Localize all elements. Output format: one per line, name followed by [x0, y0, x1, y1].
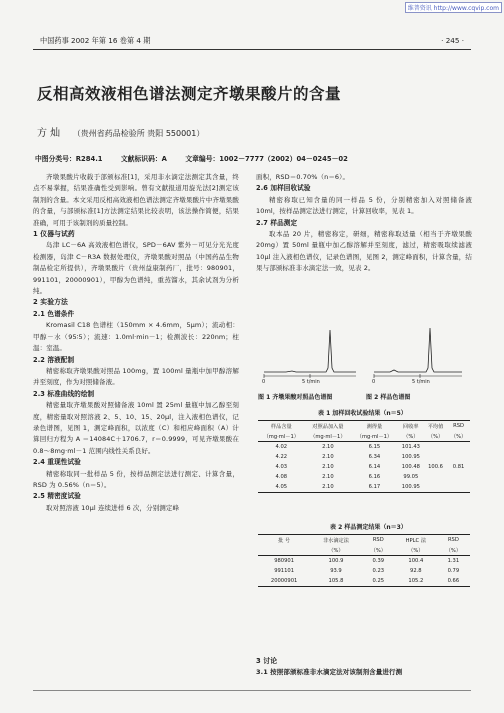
table-row: [258, 442, 470, 453]
article-meta: [35, 153, 364, 163]
table-cell: 2.10: [305, 482, 352, 493]
table-1-header: 回收率: [398, 421, 424, 432]
table-row: [258, 472, 470, 482]
table-cell: [447, 452, 470, 462]
table-1: [258, 420, 470, 493]
subsection-heading: 2.3 标准曲线的绘制: [33, 389, 95, 398]
table-2: [258, 534, 470, 587]
table-2-body: [258, 556, 470, 587]
table-cell: 0.23: [372, 568, 385, 574]
subsection-heading: 2.4 重现性试验: [33, 458, 81, 467]
body-paragraph: Kromasil C18 色谱柱（150mm × 4.6mm，5μm）；流动相：甲醇－水（95∶5）；流速：1.0ml·min－1；检测波长：220nm；柱温：室温。: [33, 321, 239, 353]
table-cell: 4.03: [275, 464, 288, 470]
table-2-header-row: [258, 535, 470, 546]
body-paragraph: 精密称取齐墩果酸对照品 100mg，置 100ml 量瓶中加甲醇溶解并至刻度，作为对照储备液。: [33, 366, 239, 387]
table-cell: 6.14: [368, 464, 381, 470]
subsection-heading: 2.6 加样回收试验: [256, 184, 311, 193]
table-2-unit: （%）: [362, 545, 395, 556]
table-cell: 991101: [274, 568, 295, 574]
journal-line: 中国药事 2002 年第 16 卷第 4 期: [40, 36, 151, 45]
table-cell: 0.81: [452, 464, 465, 470]
table-2-header: RSD: [437, 535, 470, 546]
table-cell: 1.31: [447, 558, 460, 564]
fig1-axis-label: 5 t/min: [302, 379, 320, 385]
table-2-unit: （%）: [395, 545, 437, 556]
table-cell: 101.43: [401, 444, 420, 450]
chromatogram-1: [264, 330, 356, 378]
table-1-unit: （%）: [424, 431, 447, 442]
body-paragraph: 岛津 LC－6A 高效液相色谱仪，SPD－6AV 紫外－可见分光光度检测器，岛津 C－R3A 数据处理仪，齐墩果酸对照品（中国药品生物制品检定所提供），齐墩果酸片（贵州益康制药厂，批号：980901，991101，20000901），甲醇为色谱纯，重蒸馏水，其余试剂为分析纯。: [33, 241, 239, 296]
table-2-header: 非水滴定法: [310, 535, 361, 546]
table-cell: 92.8: [410, 568, 422, 574]
table-2-header: 批 号: [258, 535, 310, 546]
table-cell: 980901: [274, 558, 295, 564]
table-cell: 4.08: [275, 474, 288, 480]
author-affiliation: （贵州省药品检验所 贵阳 550001）: [72, 129, 205, 138]
table-1-header: RSD: [447, 421, 470, 432]
table-cell: 0.79: [447, 568, 460, 574]
chromatogram-2: [374, 328, 462, 378]
clc-number: 中图分类号：R284.1: [35, 155, 103, 163]
section-heading: 2 实验方法: [33, 298, 68, 307]
table-1-header: 样品含量: [258, 421, 305, 432]
table-1-unit: （mg·ml－1）: [351, 431, 398, 442]
discussion-section: [256, 656, 472, 679]
table-1-unit: （%）: [447, 431, 470, 442]
table-cell: [447, 472, 470, 482]
table-cell: 0.39: [372, 558, 385, 564]
table-2-caption: 表 2 样品测定结果（n＝3）: [330, 524, 407, 531]
table-cell: 100.6: [428, 464, 443, 470]
table-cell: 20000901: [258, 576, 310, 587]
table-cell: 4.02: [275, 444, 288, 450]
table-cell: 105.2: [395, 576, 437, 587]
article-title: 反相高效液相色谱法测定齐墩果酸片的含量: [37, 85, 342, 103]
table-cell: 93.9: [330, 568, 342, 574]
subsection-heading: 2.7 样品测定: [256, 218, 298, 227]
chromatograms: [256, 310, 472, 390]
table-1-header-row: [258, 421, 470, 432]
fig2-axis-label: 5 t/min: [412, 379, 430, 385]
table-row: [258, 566, 470, 576]
article-number: 文章编号：1002－7777（2002）04－0245－02: [185, 155, 348, 163]
discussion-heading: 3 讨论: [256, 657, 278, 665]
table-cell: [424, 482, 447, 493]
table-row: [258, 556, 470, 567]
table-cell: 6.17: [351, 482, 398, 493]
table-cell: [447, 482, 470, 493]
table-cell: 100.48: [401, 464, 420, 470]
fig2-zero: 0: [372, 379, 376, 385]
table-1-unit-row: [258, 431, 470, 442]
table-1-unit: （mg·ml－1）: [258, 431, 305, 442]
table-2-header: RSD: [362, 535, 395, 546]
table-cell: 105.8: [310, 576, 361, 587]
discussion-paragraph: 3.1 按照部颁标准非水滴定法对该制剂含量进行测: [256, 668, 403, 677]
table-2-header: HPLC 法: [395, 535, 437, 546]
watermark-link[interactable]: 维普资讯 http://www.cqvip.com: [405, 2, 502, 13]
body-paragraph: 精密称取同一批样品 5 份，按样品测定法进行测定、计算含量，RSD 为 0.56%（n＝5）。: [33, 469, 239, 489]
table-cell: 2.10: [322, 444, 334, 450]
body-paragraph: 齐墩果酸片收载于部颁标准[1]，采用非水滴定法测定其含量，终点不易掌握，结果准确性受到影响。曾有文献报道用旋光法[2]测定该制剂的含量。本文采用反相高效液相色谱法测定齐墩果酸片中齐墩果酸的含量，与部颁标准[1]方法测定结果比较表明，该法操作简便，结果准确，可用于该制剂的质量控制。: [33, 173, 239, 227]
table-cell: 2.10: [322, 474, 334, 480]
author-line: [37, 124, 204, 139]
subsection-heading: 2.2 溶液配制: [33, 355, 75, 364]
table-2-unit: [258, 545, 310, 556]
table-1-unit: （mg·ml－1）: [305, 431, 352, 442]
subsection-heading: 2.1 色谱条件: [33, 309, 75, 318]
table-2-unit-row: [258, 545, 470, 556]
subsection-heading: 2.5 精密度试验: [33, 492, 81, 501]
table-cell: [424, 472, 447, 482]
table-cell: 4.22: [275, 454, 288, 460]
table-cell: 4.05: [258, 482, 305, 493]
table-cell: 0.25: [362, 576, 395, 587]
table-2-unit: （%）: [437, 545, 470, 556]
author-name: 方 灿: [37, 128, 61, 139]
table-cell: 6.34: [368, 454, 381, 460]
body-paragraph: 精密称取已知含量的同一样品 5 份，分别精密加入对照储备液 10ml，按样品测定法进行测定，计算回收率，见表 1。: [256, 195, 472, 216]
right-column-top: [256, 172, 472, 275]
table-1-header: 平均值: [424, 421, 447, 432]
table-cell: [447, 442, 470, 453]
table-cell: 100.9: [328, 558, 344, 564]
table-cell: 0.66: [437, 576, 470, 587]
table-cell: 2.10: [322, 464, 334, 470]
body-paragraph: 精密量取齐墩果酸对照储备液 10ml 置 25ml 量瓶中加乙醇至刻度，精密量取对照溶液 2、5、10、15、20μl，注入液相色谱仪，记录色谱图，见图 1，测定峰面积，以浓度（C）和相应峰面积（A）计算回归方程为 A ＝14084C＋1706.7，r＝0.9999，可见齐墩果酸在 0.8～8mg·ml－1 范围内线性关系良好。: [33, 401, 239, 455]
fig1-zero: 0: [262, 379, 266, 385]
table-cell: [424, 442, 447, 453]
table-cell: [424, 452, 447, 462]
table-row: [258, 452, 470, 462]
table-2-unit: （%）: [310, 545, 361, 556]
body-paragraph: 取本品 20 片，精密称定，研细，精密称取适量（相当于齐墩果酸 20mg）置 50ml 量瓶中加乙醇溶解并至刻度，滤过，精密吸取续滤液 10μl 注入液相色谱仪，记录色谱图，见图 2，测定峰面积，计算含量，结果与部颁标准非水滴定法一致，见表 2。: [256, 230, 472, 273]
table-row: [258, 482, 470, 493]
table-row: [258, 576, 470, 587]
table-cell: 100.95: [401, 454, 420, 460]
table-cell: 6.16: [368, 474, 381, 480]
table-cell: 100.95: [398, 482, 424, 493]
page-number: · 245 ·: [441, 36, 464, 45]
figure-1-caption: 图 1 齐墩果酸对照品色谱图: [258, 394, 333, 401]
table-cell: 100.4: [408, 558, 424, 564]
table-cell: 99.05: [403, 474, 419, 480]
table-cell: 2.10: [322, 454, 334, 460]
table-row: [258, 462, 470, 472]
table-1-body: [258, 442, 470, 493]
header-rule: [33, 49, 471, 50]
body-paragraph: 取对照溶液 10μl 连续进样 6 次，分别测定峰: [46, 503, 180, 512]
running-head: [40, 36, 464, 46]
table-1-header: 对照品加入量: [305, 421, 352, 432]
section-heading: 1 仪器与试药: [33, 230, 75, 239]
table-cell: 6.15: [368, 444, 381, 450]
table-1-header: 测得量: [351, 421, 398, 432]
left-column: [33, 172, 239, 514]
chromatogram-figure: [256, 310, 472, 390]
figure-2-caption: 图 2 样品色谱图: [366, 394, 411, 401]
table-1-unit: （%）: [398, 431, 424, 442]
footer-rule: [33, 690, 471, 691]
body-paragraph: 面积，RSD＝0.70%（n＝6）。: [256, 173, 350, 181]
document-code: 文献标识码：A: [120, 155, 167, 163]
table-1-caption: 表 1 加样回收试验结果（n＝5）: [318, 410, 407, 417]
